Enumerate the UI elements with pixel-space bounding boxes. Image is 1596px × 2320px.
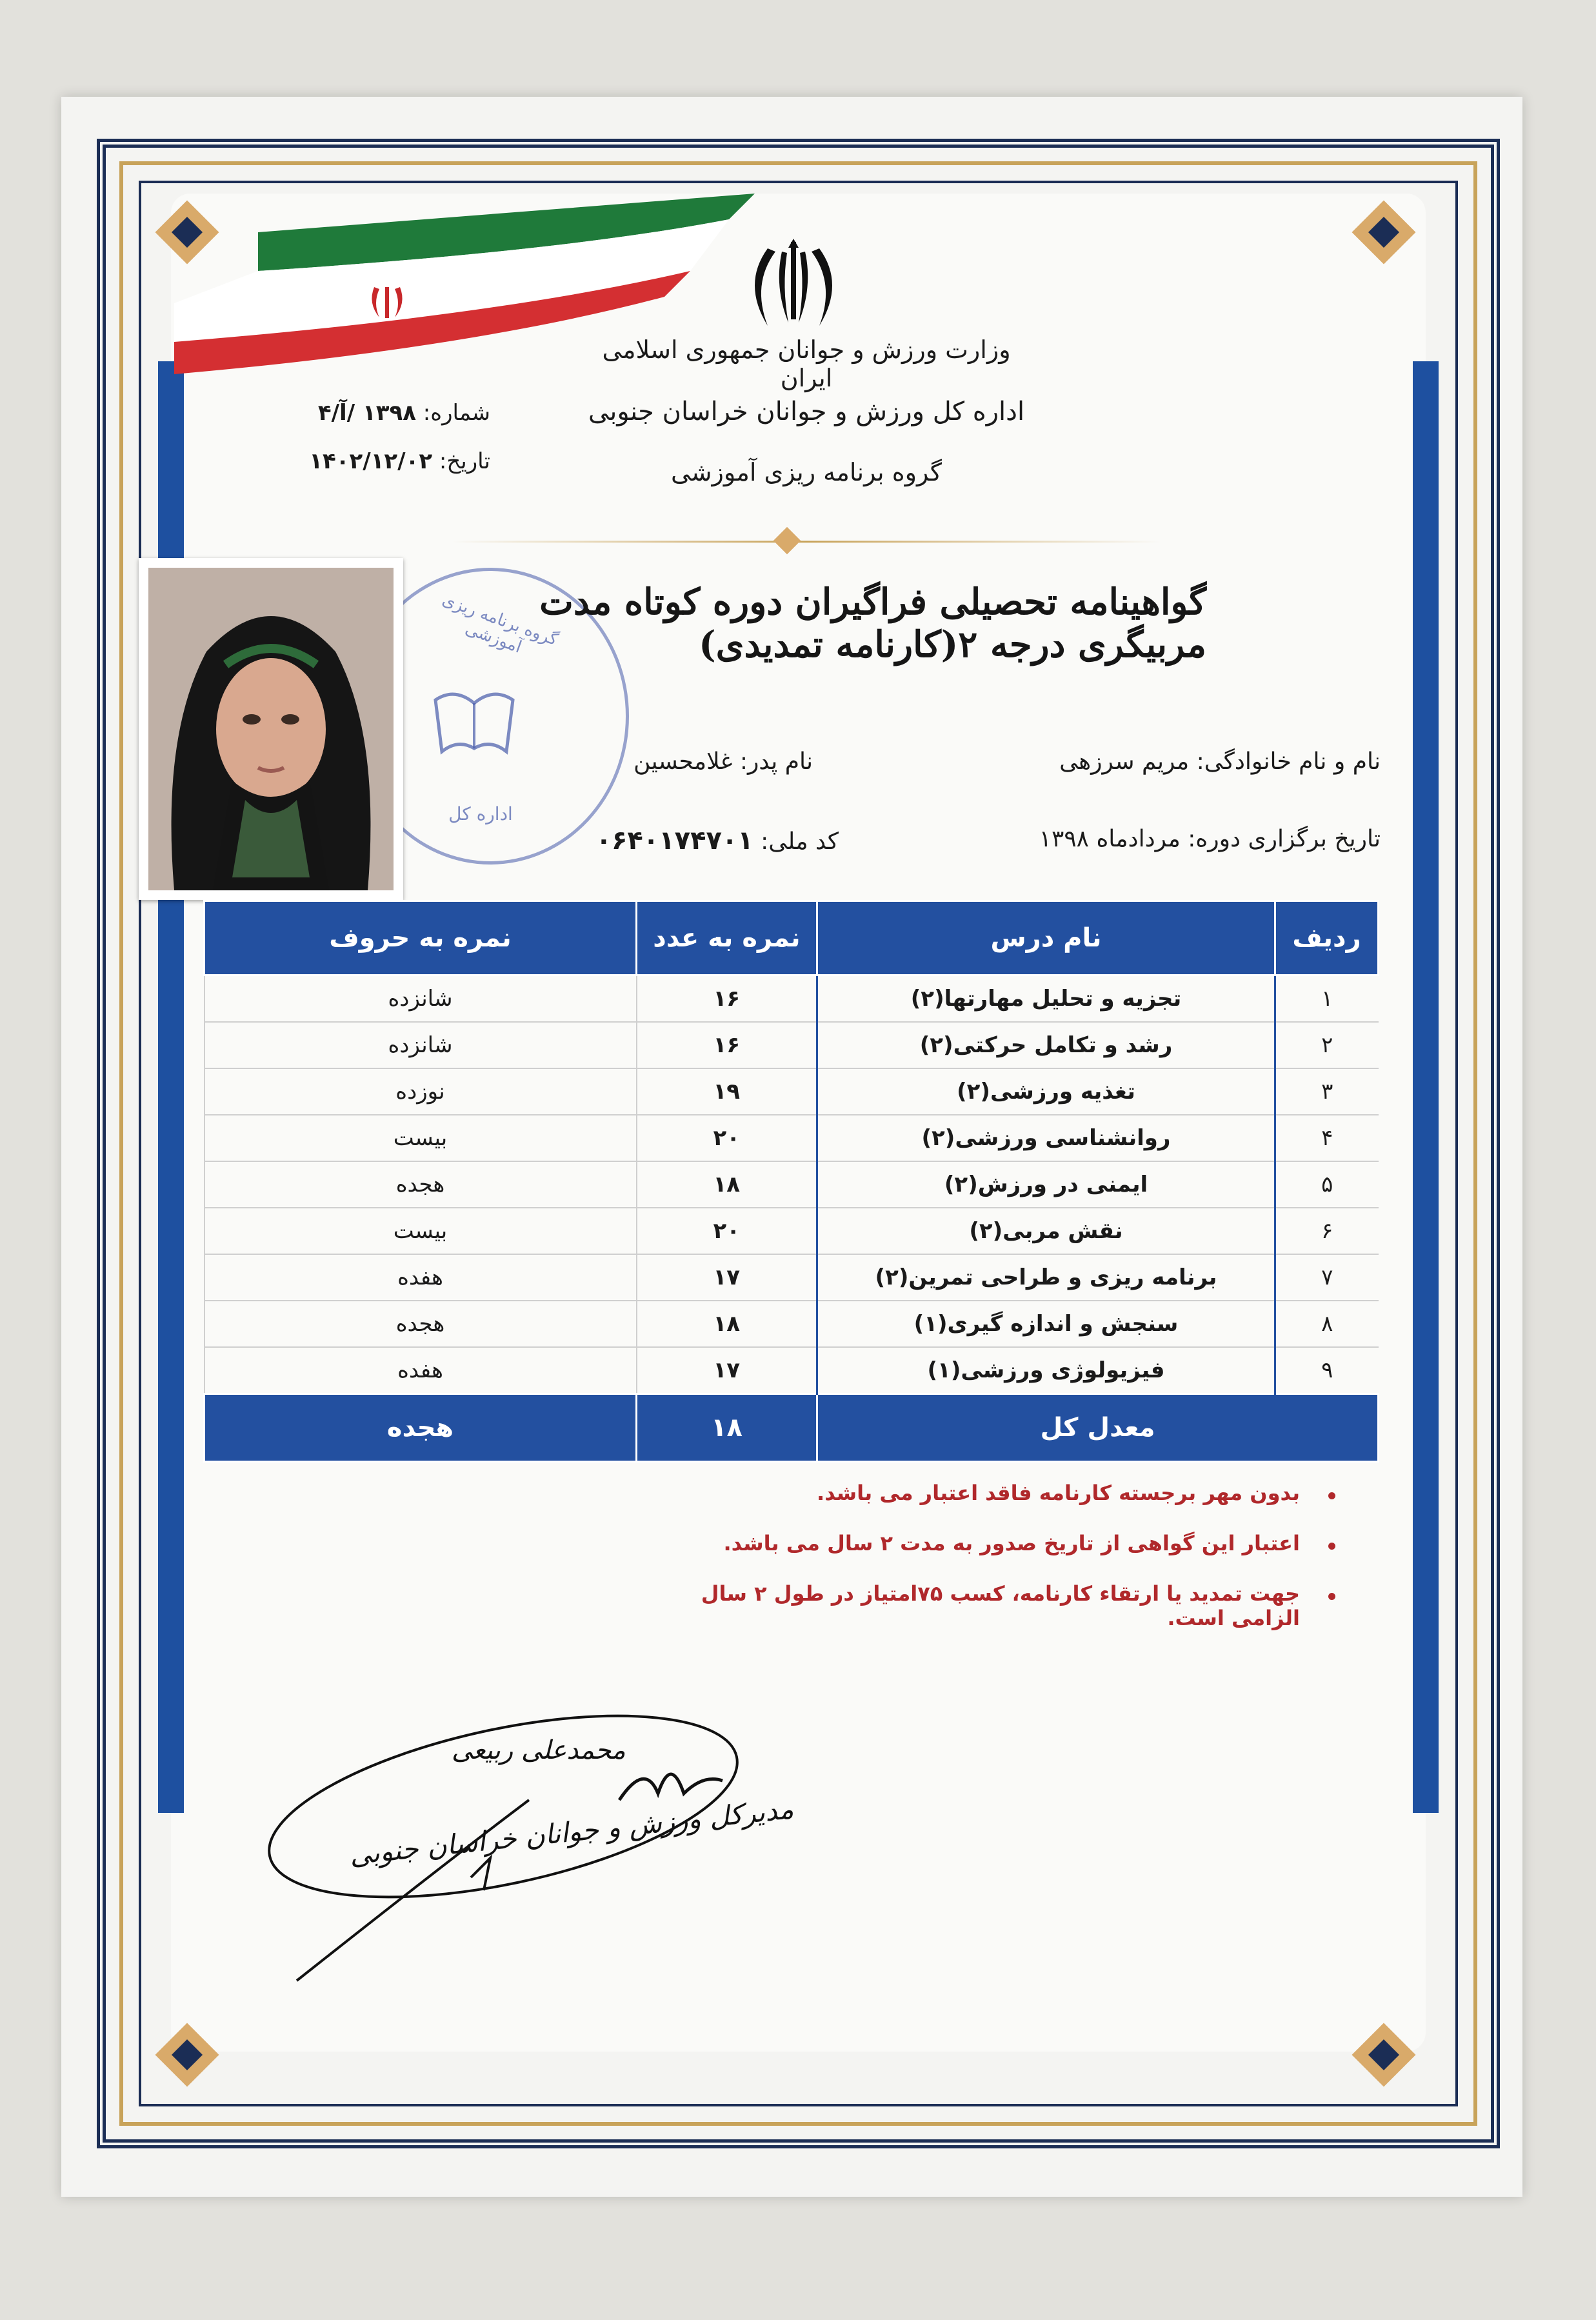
score-words-cell: هفده	[204, 1254, 637, 1301]
national-id-field	[574, 826, 839, 855]
score-words-cell: هجده	[204, 1301, 637, 1347]
notes-list	[645, 1481, 1335, 1632]
stamp-bottom-text: اداره کل	[448, 803, 513, 825]
signer-name: محمدعلی ربیعی	[452, 1735, 626, 1765]
score-number-cell: ۱۸	[637, 1301, 817, 1347]
table-row	[204, 1254, 1379, 1301]
course-name-cell: روانشناسی ورزشی(۲)	[817, 1115, 1275, 1161]
right-blue-band	[1413, 361, 1439, 1813]
score-number-cell: ۱۷	[637, 1347, 817, 1394]
total-row	[204, 1394, 1379, 1462]
row-number-cell: ۵	[1275, 1161, 1379, 1208]
score-words-cell: نوزده	[204, 1068, 637, 1115]
note-item: جهت تمدید یا ارتقاء کارنامه، کسب ۷۵امتیاز در طول ۲ سال الزامی است.	[645, 1581, 1335, 1632]
table-row	[204, 975, 1379, 1023]
course-date-label: تاریخ برگزاری دوره:	[1188, 826, 1381, 852]
date-value: ۱۴۰۲/۱۲/۰۲	[309, 448, 433, 474]
course-name-cell: نقش مربی(۲)	[817, 1208, 1275, 1254]
row-number-cell: ۴	[1275, 1115, 1379, 1161]
number-value: ۱۳۹۸ /آ/۴	[317, 400, 416, 426]
national-id-value: ۰۶۴۰۱۷۴۷۰۱	[595, 826, 753, 855]
table-row	[204, 1301, 1379, 1347]
table-row	[204, 1347, 1379, 1394]
course-name-cell: برنامه ریزی و طراحی تمرین(۲)	[817, 1254, 1275, 1301]
score-number-cell: ۱۶	[637, 1022, 817, 1068]
department-name: اداره کل ورزش و جوانان خراسان جنوبی	[588, 397, 1025, 426]
row-number-cell: ۶	[1275, 1208, 1379, 1254]
certificate-title: گواهینامه تحصیلی فراگیران دوره کوتاه مدت مربیگری درجه ۲(کارنامه تمدیدی)	[539, 581, 1206, 666]
header-divider	[452, 541, 1161, 543]
score-words-cell: بیست	[204, 1115, 637, 1161]
row-number-cell: ۱	[1275, 975, 1379, 1023]
score-words-cell: بیست	[204, 1208, 637, 1254]
handwritten-signature-icon	[258, 1697, 774, 1994]
score-number-cell: ۱۶	[637, 975, 817, 1023]
table-row	[204, 1068, 1379, 1115]
score-words-cell: هفده	[204, 1347, 637, 1394]
total-label: معدل کل	[817, 1394, 1379, 1462]
score-number-cell: ۱۹	[637, 1068, 817, 1115]
total-score-number: ۱۸	[637, 1394, 817, 1462]
course-date-value: مردادماه ۱۳۹۸	[1039, 826, 1181, 852]
header-row-number: ردیف	[1275, 901, 1379, 975]
table-header-row	[204, 901, 1379, 975]
document-number	[277, 400, 490, 426]
father-name-label: نام پدر:	[739, 748, 813, 775]
row-number-cell: ۷	[1275, 1254, 1379, 1301]
ministry-name: وزارت ورزش و جوانان جمهوری اسلامی ایران	[602, 335, 1011, 392]
total-score-words: هجده	[204, 1394, 637, 1462]
table-row	[204, 1161, 1379, 1208]
header-score-words: نمره به حروف	[204, 901, 637, 975]
name-field	[968, 748, 1381, 775]
note-item: اعتبار این گواهی از تاریخ صدور به مدت ۲ سال می باشد.	[645, 1531, 1335, 1581]
row-number-cell: ۹	[1275, 1347, 1379, 1394]
note-item: بدون مهر برجسته کارنامه فاقد اعتبار می باشد.	[645, 1481, 1335, 1531]
table-row	[204, 1208, 1379, 1254]
group-name: گروه برنامه ریزی آموزشی	[670, 458, 943, 486]
student-portrait-icon	[148, 568, 394, 890]
national-id-label: کد ملی:	[761, 828, 839, 855]
father-name-value: غلامحسین	[633, 748, 733, 775]
course-name-cell: تجزیه و تحلیل مهارتها(۲)	[817, 975, 1275, 1023]
score-words-cell: شانزده	[204, 975, 637, 1023]
course-name-cell: رشد و تکامل حرکتی(۲)	[817, 1022, 1275, 1068]
header-course-name: نام درس	[817, 901, 1275, 975]
name-value: مریم سرزهی	[1059, 748, 1190, 775]
document-date	[277, 448, 490, 474]
row-number-cell: ۲	[1275, 1022, 1379, 1068]
course-date-field	[929, 826, 1381, 852]
score-number-cell: ۲۰	[637, 1208, 817, 1254]
open-book-icon	[429, 681, 519, 758]
score-number-cell: ۲۰	[637, 1115, 817, 1161]
score-words-cell: شانزده	[204, 1022, 637, 1068]
date-label: تاریخ:	[439, 448, 490, 474]
signer-position: مدیرکل ورزش و جوانان خراسان جنوبی	[348, 1792, 795, 1872]
course-name-cell: ایمنی در ورزش(۲)	[817, 1161, 1275, 1208]
score-number-cell: ۱۷	[637, 1254, 817, 1301]
number-label: شماره:	[423, 400, 490, 426]
row-number-cell: ۸	[1275, 1301, 1379, 1347]
course-name-cell: تغذیه ورزشی(۲)	[817, 1068, 1275, 1115]
course-name-cell: فیزیولوژی ورزشی(۱)	[817, 1347, 1275, 1394]
father-name-field	[581, 748, 813, 775]
iran-emblem-icon	[742, 239, 845, 335]
table-row	[204, 1022, 1379, 1068]
table-row	[204, 1115, 1379, 1161]
row-number-cell: ۳	[1275, 1068, 1379, 1115]
score-words-cell: هجده	[204, 1161, 637, 1208]
stamp-top-text: گروه برنامه ریزی آموزشی	[439, 590, 561, 657]
grades-table	[203, 900, 1379, 1463]
student-photo	[139, 558, 403, 900]
header-score-number: نمره به عدد	[637, 901, 817, 975]
name-label: نام و نام خانوادگی:	[1196, 748, 1381, 775]
course-name-cell: سنجش و اندازه گیری(۱)	[817, 1301, 1275, 1347]
score-number-cell: ۱۸	[637, 1161, 817, 1208]
